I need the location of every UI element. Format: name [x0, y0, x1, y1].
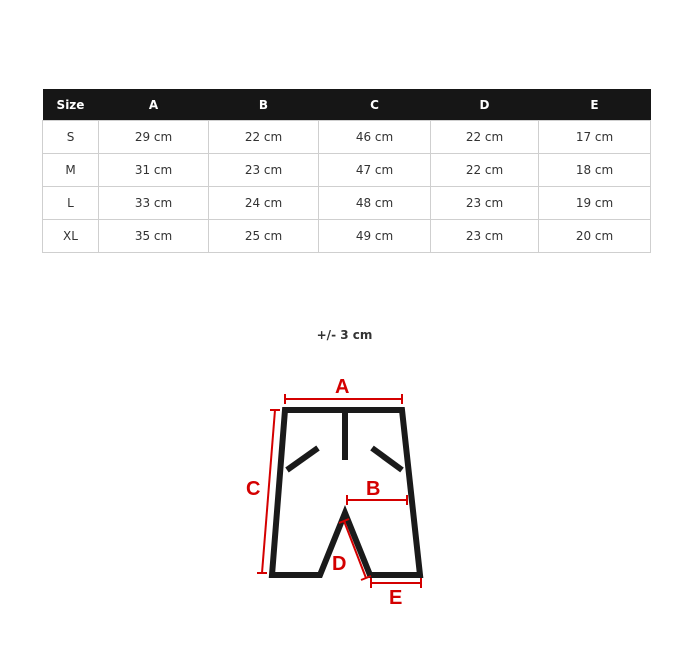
table-row: [43, 121, 651, 154]
table-cell: 24 cm: [209, 187, 319, 220]
shorts-measurement-diagram: [230, 365, 450, 615]
header-e: E: [539, 89, 651, 121]
label-c: C: [246, 478, 261, 500]
header-a: A: [99, 89, 209, 121]
table-header-row: [43, 89, 651, 121]
right-pocket-line: [372, 448, 402, 470]
size-chart-table: [42, 89, 651, 253]
table-cell: 22 cm: [431, 121, 539, 154]
left-pocket-line: [287, 448, 318, 470]
size-cell: L: [43, 187, 99, 220]
table-cell: 47 cm: [319, 154, 431, 187]
table-row: [43, 154, 651, 187]
table-cell: 29 cm: [99, 121, 209, 154]
table-cell: 31 cm: [99, 154, 209, 187]
table-cell: 23 cm: [209, 154, 319, 187]
table-cell: 48 cm: [319, 187, 431, 220]
table-cell: 20 cm: [539, 220, 651, 253]
label-d: D: [332, 553, 347, 575]
label-e: E: [389, 587, 403, 609]
table-cell: 18 cm: [539, 154, 651, 187]
table-cell: 22 cm: [431, 154, 539, 187]
tolerance-note: +/- 3 cm: [316, 328, 373, 342]
table-cell: 17 cm: [539, 121, 651, 154]
label-b: B: [366, 478, 381, 500]
size-cell: S: [43, 121, 99, 154]
table-row: [43, 220, 651, 253]
table-cell: 46 cm: [319, 121, 431, 154]
header-c: C: [319, 89, 431, 121]
table-cell: 49 cm: [319, 220, 431, 253]
label-a: A: [335, 376, 350, 398]
table-row: [43, 187, 651, 220]
table-cell: 33 cm: [99, 187, 209, 220]
header-b: B: [209, 89, 319, 121]
size-cell: M: [43, 154, 99, 187]
header-d: D: [431, 89, 539, 121]
table-cell: 25 cm: [209, 220, 319, 253]
header-size: Size: [43, 89, 99, 121]
size-cell: XL: [43, 220, 99, 253]
shorts-outline: [272, 410, 420, 575]
table-cell: 35 cm: [99, 220, 209, 253]
table-cell: 22 cm: [209, 121, 319, 154]
table-cell: 23 cm: [431, 187, 539, 220]
table-cell: 19 cm: [539, 187, 651, 220]
table-cell: 23 cm: [431, 220, 539, 253]
